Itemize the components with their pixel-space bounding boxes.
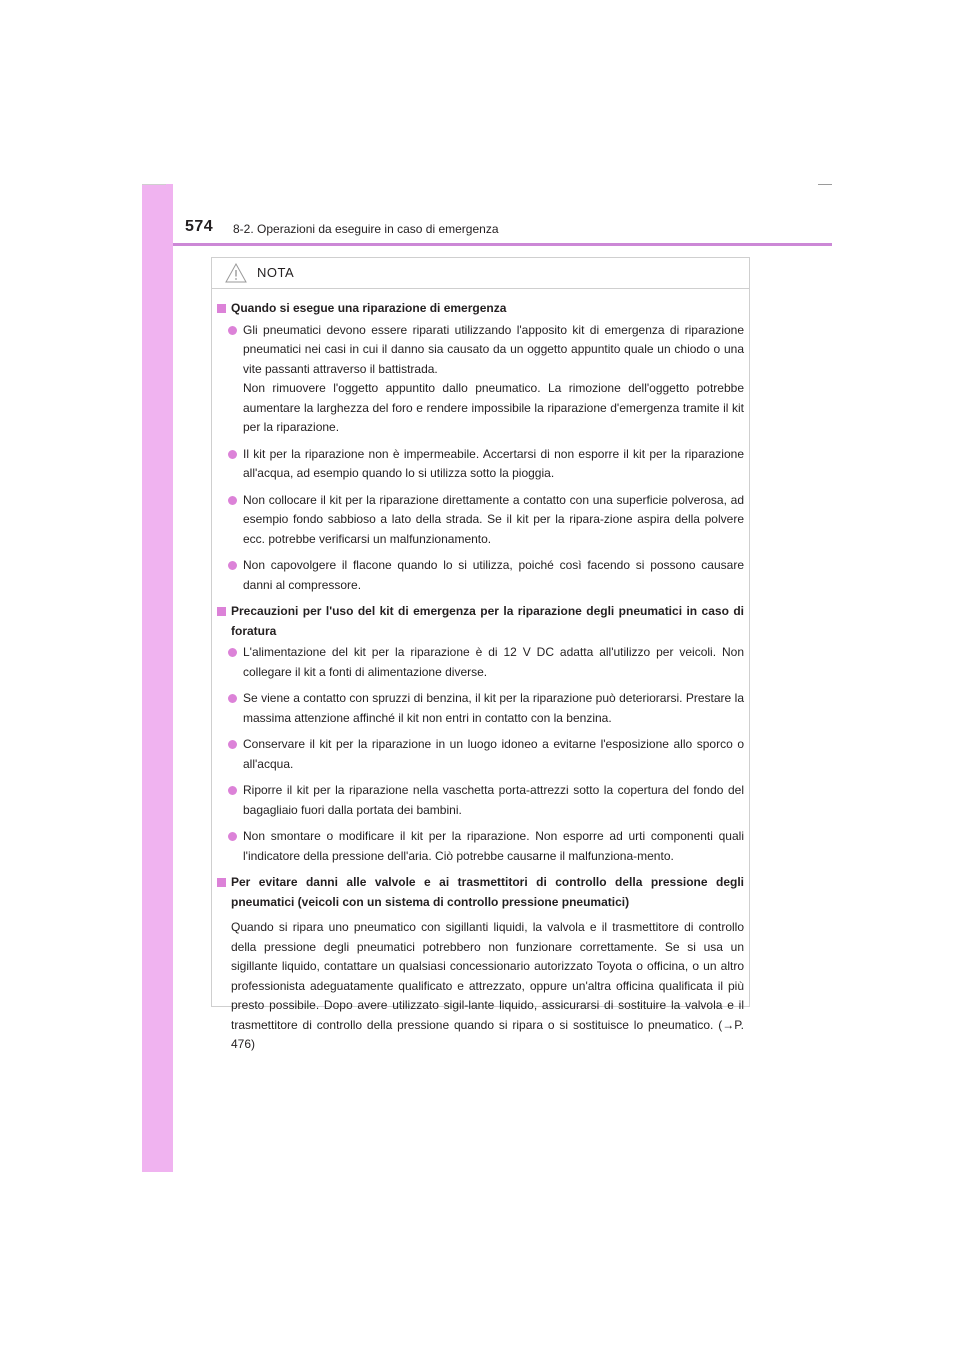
list-item bbox=[216, 445, 744, 484]
section-paragraph: Quando si ripara uno pneumatico con sigillanti liquidi, la valvola e il trasmettitore di controllo della pressione degli pneumatici potrebbero non funzionare correttamente. Se si usa un sigillante liquido, contattare un qualsiasi concessionario autorizzato Toyota o officina, o un altro professionista adeguatamente qualificato e attrezzato, oppure un'altra officina qualificata il più presto possibile. Dopo avere utilizzato sigil-lante liquido, assicurarsi di sostituire la valvola e il trasmettitore di controllo della pressione quando si ripara o si sostituisce lo pneumatico. (→P. 476) bbox=[231, 920, 744, 1051]
square-bullet-icon bbox=[217, 304, 226, 313]
note-body bbox=[216, 299, 744, 1055]
section-title: 8-2. Operazioni da eseguire in caso di emergenza bbox=[233, 222, 499, 236]
list-item-text: Conservare il kit per la riparazione in un luogo idoneo a evitarne l'esposizione allo sporco o all'acqua. bbox=[243, 737, 744, 771]
list-item bbox=[216, 781, 744, 820]
section-heading-emergency-repair bbox=[216, 299, 744, 319]
circle-bullet-icon bbox=[228, 786, 237, 795]
circle-bullet-icon bbox=[228, 648, 237, 657]
list-item bbox=[216, 556, 744, 595]
section-heading-text: Precauzioni per l'uso del kit di emergenza per la riparazione degli pneumatici in caso di foratura bbox=[231, 604, 744, 638]
square-bullet-icon bbox=[217, 878, 226, 887]
circle-bullet-icon bbox=[228, 450, 237, 459]
header-rule bbox=[173, 243, 832, 246]
circle-bullet-icon bbox=[228, 740, 237, 749]
section-heading-text: Per evitare danni alle valvole e ai trasmettitori di controllo della pressione degli pneumatici (veicoli con un sistema di controllo pressione pneumatici) bbox=[231, 875, 744, 909]
section-heading-valve-protection bbox=[216, 873, 744, 912]
list-item-text: Gli pneumatici devono essere riparati utilizzando l'apposito kit di emergenza di riparazione pneumatici nei casi in cui il danno sia causato da un oggetto appuntito quale un chiodo o una vite passanti attraverso il battistrada. bbox=[243, 322, 744, 376]
page-number: 574 bbox=[185, 218, 214, 235]
list-item-text: Non collocare il kit per la riparazione direttamente a contatto con una superficie polverosa, ad esempio fondo sabbioso a lato della strada. Se il kit per la ripara-zione aspira della polvere ecc. potrebbe verificarsi un malfunzionamento. bbox=[243, 492, 744, 546]
section-heading-text: Quando si esegue una riparazione di emergenza bbox=[231, 301, 507, 315]
note-header bbox=[212, 258, 749, 289]
list-item-text: L'alimentazione del kit per la riparazione è di 12 V DC adatta all'utilizzo per veicoli. Non collegare il kit a fonti di alimentazione diverse. bbox=[243, 645, 744, 679]
list-item bbox=[216, 827, 744, 866]
corner-crop-mark bbox=[818, 184, 832, 185]
circle-bullet-icon bbox=[228, 496, 237, 505]
list-item bbox=[216, 321, 744, 438]
section-heading-kit-precautions bbox=[216, 602, 744, 641]
list-item-text: Riporre il kit per la riparazione nella vaschetta porta-attrezzi sotto la copertura del fondo del bagagliaio fuori dalla portata dei bambini. bbox=[243, 783, 744, 817]
circle-bullet-icon bbox=[228, 561, 237, 570]
note-label: NOTA bbox=[257, 265, 295, 280]
chapter-side-tab bbox=[142, 184, 173, 1172]
list-item bbox=[216, 643, 744, 682]
top-tick-mark bbox=[142, 184, 166, 185]
list-item-text: Se viene a contatto con spruzzi di benzina, il kit per la riparazione può deteriorarsi. Prestare la massima attenzione affinché il kit non entri in contatto con la benzina. bbox=[243, 691, 744, 725]
list-item bbox=[216, 689, 744, 728]
list-item bbox=[216, 491, 744, 550]
list-item-text: Non smontare o modificare il kit per la riparazione. Non esporre ad urti componenti quali l'indicatore della pressione dell'aria. Ciò potrebbe causarne il malfunziona-mento. bbox=[243, 829, 744, 863]
square-bullet-icon bbox=[217, 607, 226, 616]
warning-triangle-icon bbox=[225, 263, 247, 288]
circle-bullet-icon bbox=[228, 326, 237, 335]
list-item bbox=[216, 735, 744, 774]
note-box bbox=[211, 257, 750, 1051]
list-item-text: Non capovolgere il flacone quando lo si utilizza, poiché così facendo si possono causare danni al compressore. bbox=[243, 558, 744, 592]
circle-bullet-icon bbox=[228, 832, 237, 841]
list-item-text: Il kit per la riparazione non è impermeabile. Accertarsi di non esporre il kit per la riparazione all'acqua, ad esempio quando lo si utilizza sotto la pioggia. bbox=[243, 446, 744, 480]
list-item-text: Non rimuovere l'oggetto appuntito dallo pneumatico. La rimozione dell'oggetto potrebbe aumentare la larghezza del foro e rendere impossibile la riparazione d'emergenza tramite il kit per la riparazione. bbox=[243, 381, 744, 434]
circle-bullet-icon bbox=[228, 694, 237, 703]
